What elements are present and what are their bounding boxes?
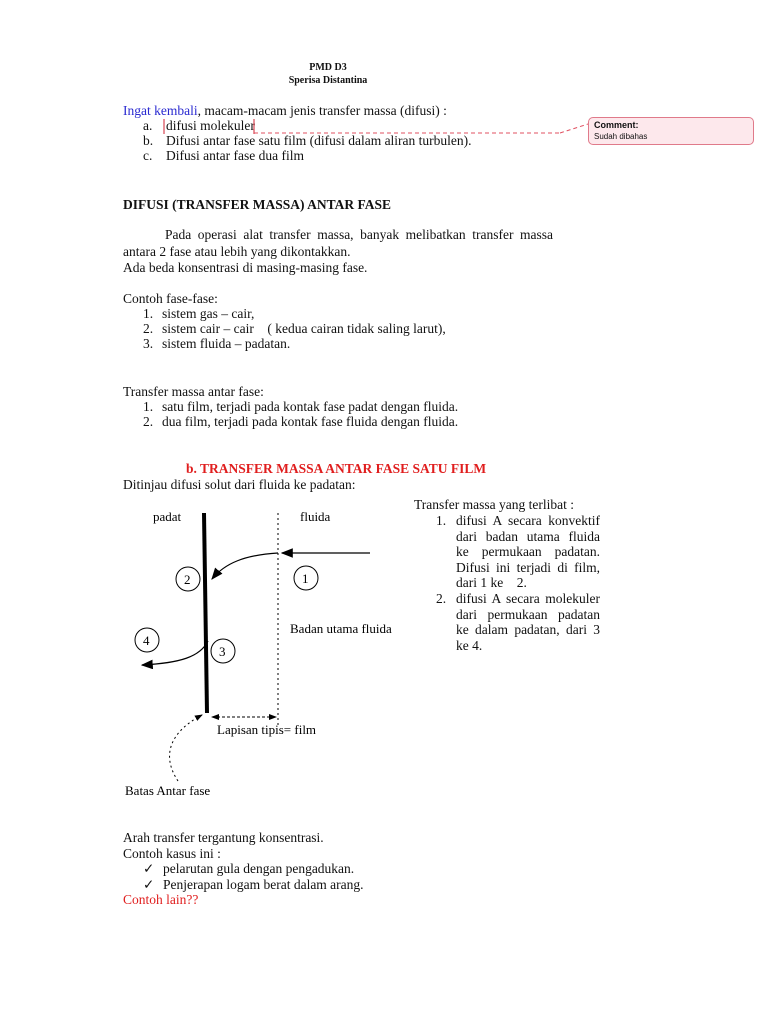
check-item1 [143,861,354,877]
side-item2-marker: 2. [436,591,447,606]
transfer-item2-marker: 2. [143,414,154,429]
examples-item1-marker: 1. [143,306,154,321]
side-item2-line1: difusi A secara molekuler [456,591,600,606]
intro-lead: Ingat kembali [123,103,198,118]
num-3: 3 [219,644,226,659]
section1-para-line1-text: Pada operasi alat transfer massa, banyak melibatkan transfer massa [165,227,553,242]
side-list-heading: Transfer massa yang terlibat : [414,497,574,512]
doc-header-line2: Sperisa Distantina [288,75,368,86]
check-icon: ✓ [143,861,155,876]
intro-item-c-marker: c. [143,148,153,163]
examples-item3: sistem fluida – padatan. [162,336,291,351]
examples-item3-marker: 3. [143,336,154,351]
side-item1-line4: Difusi ini terjadi di film, [456,560,600,575]
closing-line1: Arah transfer tergantung konsentrasi. [123,830,324,845]
section-b-subtitle: Ditinjau difusi solut dari fluida ke padatan: [123,477,356,492]
intro-item-a: difusi molekuler [166,118,255,133]
side-item1-line1: difusi A secara konvektif [456,513,600,528]
side-item2-line3: ke dalam padatan, dari 3 [456,622,600,637]
section1-para-line2: antara 2 fase atau lebih yang dikontakkan. [123,244,351,259]
label-badan: Badan utama fluida [290,621,392,636]
label-batas: Batas Antar fase [125,783,211,798]
transfer-item1: satu film, terjadi pada kontak fase padat dengan fluida. [162,399,459,414]
check-item2 [143,877,364,893]
convective-arrow [212,553,278,579]
transfer-heading: Transfer massa antar fase: [123,384,264,399]
intro-rest: , macam-macam jenis transfer massa (difusi) : [197,103,447,118]
label-padat: padat [153,509,182,524]
doc-header-line1: PMD D3 [309,62,347,73]
check-icon: ✓ [143,877,155,892]
transfer-item1-marker: 1. [143,399,154,414]
section1-title: DIFUSI (TRANSFER MASSA) ANTAR FASE [123,197,392,212]
interface-leader [170,715,202,781]
section1-para-line3: Ada beda konsentrasi di masing-masing fase. [123,260,368,275]
examples-item2: sistem cair – cair ( kedua cairan tidak saling larut), [162,321,446,336]
intro-item-c: Difusi antar fase dua film [166,148,304,163]
transfer-item2: dua film, terjadi pada kontak fase fluida dengan fluida. [162,414,459,429]
side-item1-line5: dari 1 ke 2. [456,575,527,590]
closing-line2: Contoh kasus ini : [123,846,221,861]
intro-item-b: Difusi antar fase satu film (difusi dalam aliran turbulen). [166,133,472,148]
examples-heading: Contoh fase-fase: [123,291,218,306]
side-item2-line4: ke 4. [456,638,483,653]
closing-question: Contoh lain?? [123,892,199,907]
side-item1-marker: 1. [436,513,447,528]
num-2: 2 [184,572,191,587]
check-item2-text: Penjerapan logam berat dalam arang. [163,877,364,892]
comment-balloon[interactable] [588,117,754,145]
interface-line [204,513,207,713]
num-1: 1 [302,571,309,586]
side-item2-line2: dari permukaan padatan [456,607,600,622]
examples-item1: sistem gas – cair, [162,306,255,321]
check-item1-text: pelarutan gula dengan pengadukan. [163,861,355,876]
num-4: 4 [143,633,150,648]
label-lapisan: Lapisan tipis= film [217,722,317,737]
intro-item-b-marker: b. [143,133,154,148]
intro-item-a-marker: a. [143,118,153,133]
section-b-title: b. TRANSFER MASSA ANTAR FASE SATU FILM [186,461,487,476]
comment-text: Sudah dibahas [594,132,648,141]
side-item1-line3: ke permukaan padatan. [456,544,600,559]
section1-para-line1 [123,227,553,243]
examples-item2-marker: 2. [143,321,154,336]
label-fluida: fluida [300,509,331,524]
comment-title: Comment: [594,120,639,130]
side-item1-line2: dari badan utama fluida [456,529,600,544]
